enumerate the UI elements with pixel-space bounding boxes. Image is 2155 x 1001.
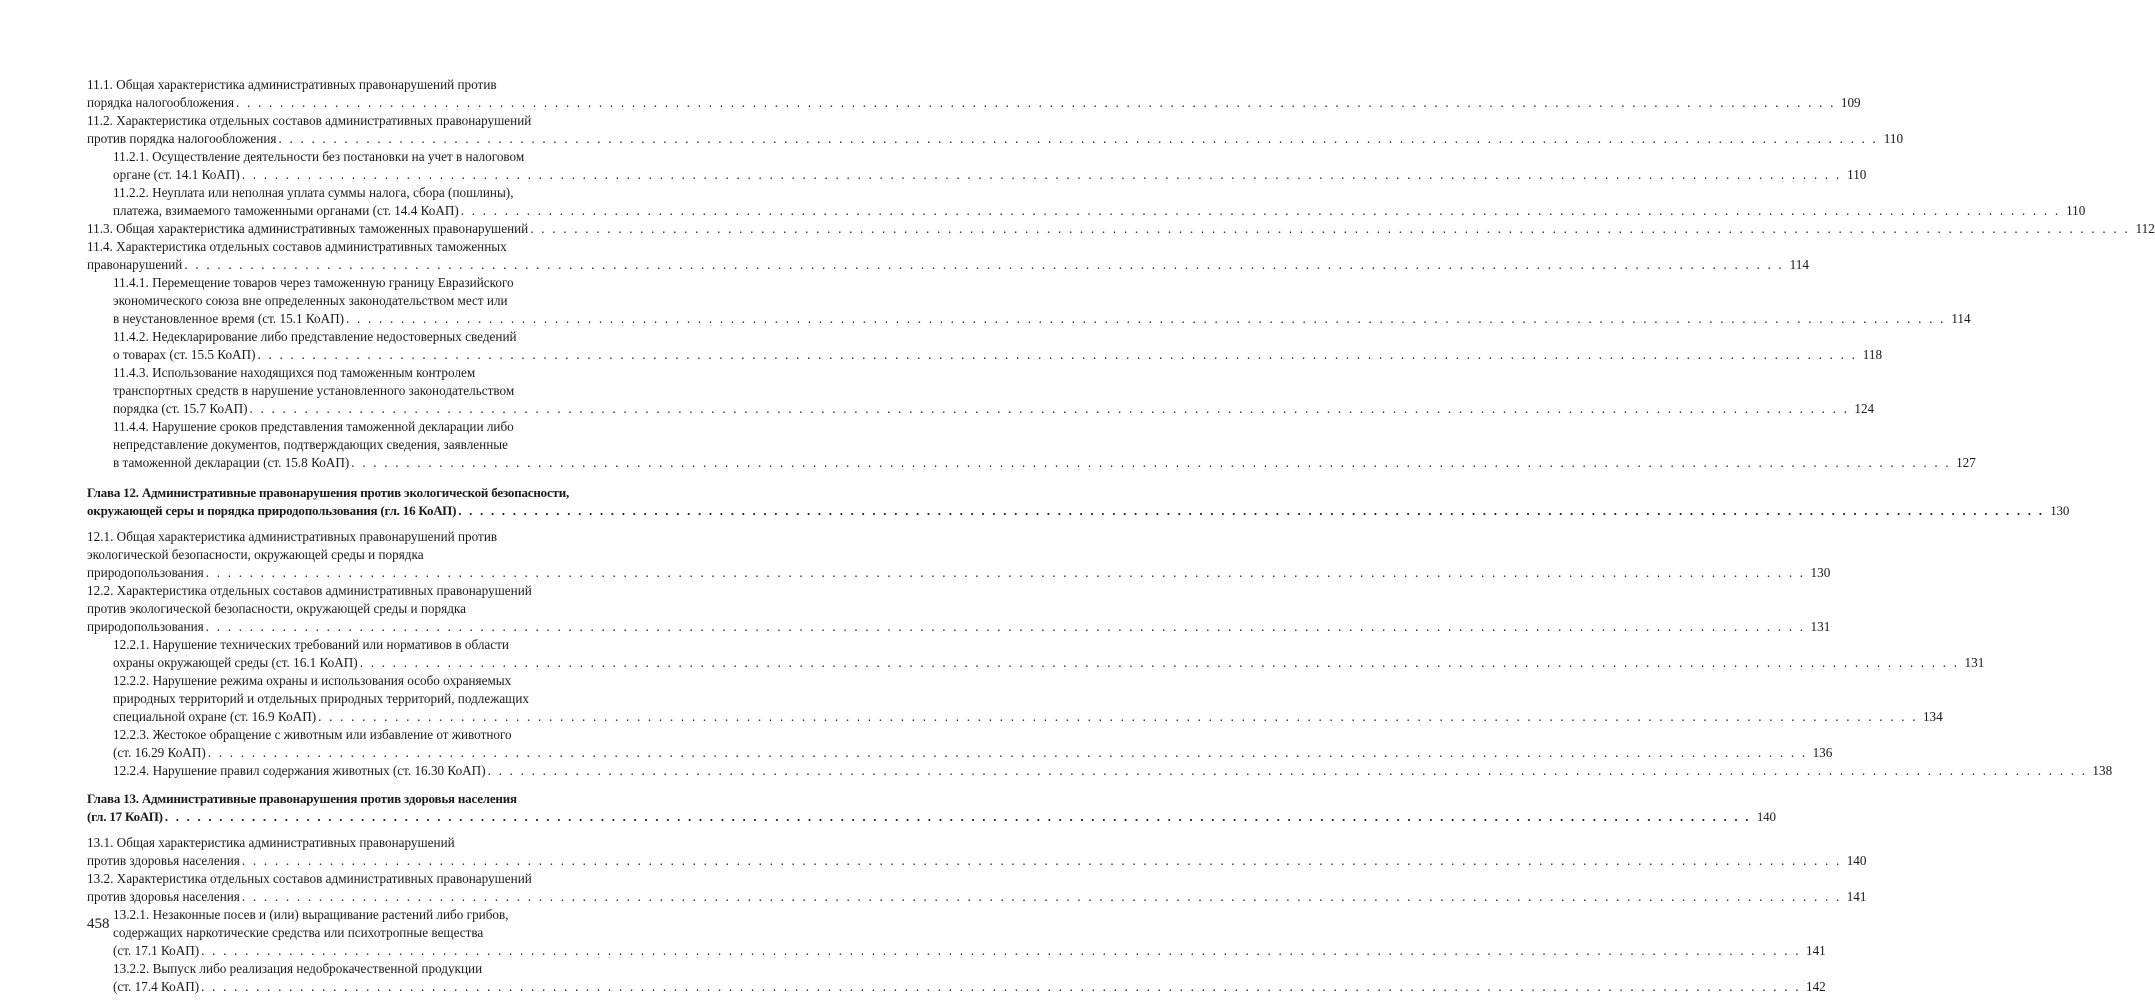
toc-entry-text: 12.2.1. Нарушение технических требований или нормативов в области xyxy=(113,637,509,652)
toc-entry xyxy=(87,238,605,256)
toc-entry-text: 11.1. Общая характеристика административных правонарушений против xyxy=(87,77,497,92)
toc-entry xyxy=(113,202,2086,220)
toc-page-number: 127 xyxy=(1956,455,1976,470)
toc-page-number: 110 xyxy=(1883,131,1904,146)
toc-entry-text: 12.2.3. Жестокое обращение с животным или избавление от животного xyxy=(113,727,512,742)
toc-entry xyxy=(87,130,1904,148)
toc-entry-text: 12.2. Характеристика отдельных составов административных правонарушений xyxy=(87,583,532,598)
toc-entry xyxy=(113,274,605,292)
toc-entry xyxy=(113,708,1943,726)
toc-entry xyxy=(113,636,605,654)
toc-entry-text: 12.2.2. Нарушение режима охраны и использования особо охраняемых xyxy=(113,673,512,688)
toc-entry xyxy=(113,654,1985,672)
toc-entry xyxy=(113,744,1833,762)
toc-page-number: 131 xyxy=(1810,619,1831,634)
toc-page-number: 124 xyxy=(1854,401,1875,416)
toc-entry xyxy=(113,364,605,382)
toc-entry xyxy=(113,690,605,708)
toc-entry xyxy=(113,400,1875,418)
toc-entry xyxy=(113,418,605,436)
toc-entry-text: против здоровья населения xyxy=(87,853,240,868)
chapter-heading xyxy=(87,484,605,502)
toc-entry xyxy=(113,978,1826,996)
toc-page-number: 130 xyxy=(2050,503,2070,518)
toc-page-number: 134 xyxy=(1922,709,1943,724)
chapter-heading-text: (гл. 17 КоАП) xyxy=(87,809,163,824)
toc-entry-text: 11.3. Общая характеристика административных таможенных правонарушений xyxy=(87,221,529,236)
toc-entry-text: специальной охране (ст. 16.9 КоАП) xyxy=(113,709,317,724)
toc-entry-text: 11.4. Характеристика отдельных составов административных таможенных xyxy=(87,239,507,254)
toc-entry xyxy=(87,76,605,94)
toc-leader-dots xyxy=(163,808,1754,826)
toc-entry-text: 11.4.1. Перемещение товаров через таможенную границу Евразийского xyxy=(113,275,514,290)
chapter-heading xyxy=(87,790,605,808)
toc-leader-dots xyxy=(349,454,1954,472)
toc-entry-text: содержащих наркотические средства или психотропные вещества xyxy=(113,925,484,940)
toc-leader-dots xyxy=(486,762,2091,780)
toc-entry xyxy=(113,328,605,346)
toc-entry-text: природопользования xyxy=(87,619,204,634)
toc-leader-dots xyxy=(234,94,1839,112)
toc-entry-text: 13.2. Характеристика отдельных составов административных правонарушений xyxy=(87,871,532,886)
toc-entry-text: непредставление документов, подтверждающих сведения, заявленные xyxy=(113,437,508,452)
toc-page-number: 112 xyxy=(2135,221,2155,236)
toc-entry xyxy=(113,960,605,978)
toc-leader-dots xyxy=(459,202,2064,220)
toc-entry-text: 12.2.4. Нарушение правил содержания животных (ст. 16.30 КоАП) xyxy=(113,763,486,778)
toc-page-number: 140 xyxy=(1846,853,1867,868)
page-number: 458 xyxy=(87,916,110,932)
toc-entry xyxy=(87,546,605,564)
toc-entry xyxy=(113,436,605,454)
toc-entry xyxy=(113,762,2113,780)
toc-entry xyxy=(87,528,605,546)
toc-entry-text: транспортных средств в нарушение установленного законодательством xyxy=(113,383,515,398)
chapter-heading-text: Глава 12. Административные правонарушения против экологической безопасности, xyxy=(87,485,570,500)
toc-leader-dots xyxy=(528,220,2133,238)
toc-entry xyxy=(113,924,605,942)
toc-entry xyxy=(87,220,2155,238)
toc-entry-text: 13.1. Общая характеристика административных правонарушений xyxy=(87,835,455,850)
toc-entry xyxy=(113,346,1883,364)
toc-page-number: 110 xyxy=(1847,167,1867,182)
toc-page-number: 131 xyxy=(1964,655,1985,670)
toc-entry xyxy=(113,382,605,400)
toc-entry xyxy=(113,672,605,690)
toc-entry-text: (ст. 17.1 КоАП) xyxy=(113,943,200,958)
toc-page-number: 138 xyxy=(2092,763,2113,778)
toc-entry xyxy=(87,582,605,600)
toc-page-number: 141 xyxy=(1846,889,1867,904)
toc-entry-text: против экологической безопасности, окружающей среды и порядка xyxy=(87,601,466,616)
toc-entry-text: против порядка налогообложения xyxy=(87,131,277,146)
toc-page-number: 140 xyxy=(1756,809,1776,824)
toc-entry xyxy=(113,726,605,744)
toc-leader-dots xyxy=(240,166,1845,184)
toc-page-number: 118 xyxy=(1862,347,1883,362)
toc-entry-text: порядка налогообложения xyxy=(87,95,235,110)
toc-leader-dots xyxy=(316,708,1921,726)
toc-entry-text: против здоровья населения xyxy=(87,889,240,904)
toc-entry-text: в таможенной декларации (ст. 15.8 КоАП) xyxy=(113,455,350,470)
toc-entry xyxy=(113,942,1826,960)
toc-leader-dots xyxy=(344,310,1949,328)
toc-entry-text: порядка (ст. 15.7 КоАП) xyxy=(113,401,248,416)
toc-page-number: 110 xyxy=(2066,203,2086,218)
toc-entry xyxy=(87,618,1831,636)
toc-leader-dots xyxy=(255,346,1860,364)
toc-leader-dots xyxy=(204,564,1809,582)
toc-entry xyxy=(87,94,1861,112)
chapter-heading xyxy=(87,808,1776,826)
toc-entry-text: природопользования xyxy=(87,565,204,580)
toc-entry xyxy=(113,292,605,310)
toc-entry-text: природных территорий и отдельных природных территорий, подлежащих xyxy=(113,691,529,706)
toc-entry xyxy=(113,906,605,924)
toc-entry xyxy=(87,852,1867,870)
toc-entry-text: правонарушений xyxy=(87,257,183,272)
toc-entry xyxy=(87,564,1831,582)
toc-leader-dots xyxy=(199,978,1804,996)
toc-entry xyxy=(87,834,605,852)
toc-entry xyxy=(113,310,1971,328)
toc-entry-text: в неустановленное время (ст. 15.1 КоАП) xyxy=(113,311,345,326)
toc-leader-dots xyxy=(199,942,1804,960)
toc-entry-text: о товарах (ст. 15.5 КоАП) xyxy=(113,347,256,362)
toc-leader-dots xyxy=(456,502,2047,520)
toc-leader-dots xyxy=(206,744,1811,762)
toc-page-number: 141 xyxy=(1805,943,1826,958)
toc-entry-text: 11.2.2. Неуплата или неполная уплата суммы налога, сбора (пошлины), xyxy=(113,185,514,200)
chapter-heading-text: окружающей серы и порядка природопользования (гл. 16 КоАП) xyxy=(87,503,457,518)
toc-entry-text: экономического союза вне определенных законодательством мест или xyxy=(113,293,508,308)
toc-entry-text: 11.4.4. Нарушение сроков представления таможенной декларации либо xyxy=(113,419,514,434)
toc-entry-text: органе (ст. 14.1 КоАП) xyxy=(113,167,240,182)
toc-entry-text: 11.4.3. Использование находящихся под таможенным контролем xyxy=(113,365,476,380)
toc-entry xyxy=(87,888,1867,906)
toc-entry xyxy=(113,148,605,166)
toc-entry-text: 11.2. Характеристика отдельных составов административных правонарушений xyxy=(87,113,532,128)
toc-page-number: 114 xyxy=(1789,257,1809,272)
toc-entry xyxy=(113,166,1867,184)
toc-leader-dots xyxy=(248,400,1853,418)
toc-entry xyxy=(113,184,605,202)
toc-entry xyxy=(113,454,1976,472)
toc-page-number: 130 xyxy=(1810,565,1831,580)
toc-entry-text: 12.1. Общая характеристика административных правонарушений против xyxy=(87,529,498,544)
toc-leader-dots xyxy=(240,888,1845,906)
toc-page-number: 142 xyxy=(1805,979,1826,994)
chapter-heading xyxy=(87,502,2070,520)
toc-leader-dots xyxy=(276,130,1881,148)
toc-entry-text: экологической безопасности, окружающей среды и порядка xyxy=(87,547,424,562)
toc-entry-text: (ст. 16.29 КоАП) xyxy=(113,745,206,760)
toc-leader-dots xyxy=(204,618,1809,636)
toc-entry xyxy=(87,256,1809,274)
toc-leader-dots xyxy=(358,654,1963,672)
toc-page-number: 136 xyxy=(1812,745,1833,760)
toc-entry-text: 11.4.2. Недекларирование либо представление недостоверных сведений xyxy=(113,329,517,344)
toc-entry-text: платежа, взимаемого таможенными органами (ст. 14.4 КоАП) xyxy=(113,203,459,218)
toc-entry xyxy=(87,112,605,130)
toc-leader-dots xyxy=(182,256,1787,274)
toc-entry xyxy=(87,870,605,888)
toc-entry-text: (ст. 17.4 КоАП) xyxy=(113,979,200,994)
toc-leader-dots xyxy=(240,852,1845,870)
toc-entry-text: охраны окружающей среды (ст. 16.1 КоАП) xyxy=(113,655,358,670)
chapter-heading-text: Глава 13. Административные правонарушения против здоровья населения xyxy=(87,791,517,806)
toc-page-number: 109 xyxy=(1840,95,1861,110)
toc-page-number: 114 xyxy=(1951,311,1971,326)
toc-entry-text: 13.2.1. Незаконные посев и (или) выращивание растений либо грибов, xyxy=(113,907,509,922)
toc-entry-text: 13.2.2. Выпуск либо реализация недоброкачественной продукции xyxy=(113,961,483,976)
toc-entry xyxy=(87,600,605,618)
toc-entry-text: 11.2.1. Осуществление деятельности без постановки на учет в налоговом xyxy=(113,149,525,164)
